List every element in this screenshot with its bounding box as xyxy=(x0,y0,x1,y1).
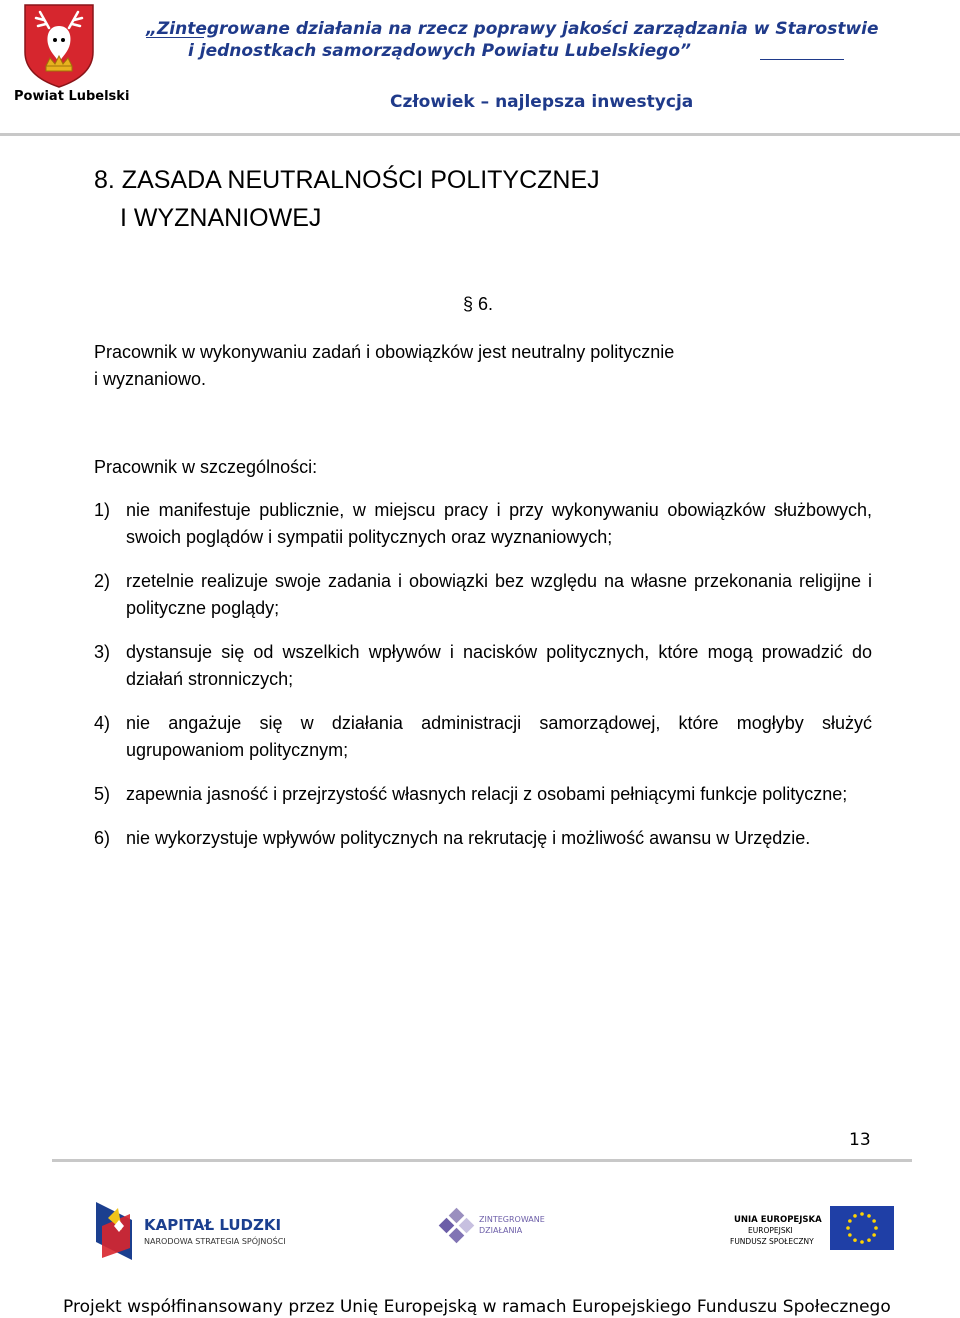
header-underline-right xyxy=(760,59,844,60)
project-title-line1: „Zintegrowane działania na rzecz poprawy jakości zarządzania w Starostwie xyxy=(146,19,879,39)
kl-logo-subtitle: NARODOWA STRATEGIA SPÓJNOŚCI xyxy=(144,1237,286,1246)
org-label: Powiat Lubelski xyxy=(14,89,130,104)
eu-star xyxy=(848,1233,852,1237)
eu-star xyxy=(848,1219,852,1223)
obligations-list xyxy=(94,497,872,869)
list-item xyxy=(94,497,872,551)
eu-star xyxy=(872,1219,876,1223)
list-item-text: nie angażuje się w działania administracji samorządowej, które mogłyby służyć ugrupowaniom politycznym; xyxy=(126,713,872,760)
eu-star xyxy=(853,1214,857,1218)
intro-paragraph xyxy=(94,339,794,393)
list-lead: Pracownik w szczególności: xyxy=(94,457,318,477)
list-item-text: rzetelnie realizuje swoje zadania i obowiązki bez względu na własne przekonania religijne i polityczne poglądy; xyxy=(126,571,872,618)
eu-star xyxy=(853,1238,857,1242)
project-title-line2: i jednostkach samorządowych Powiatu Lubelskiego” xyxy=(188,41,691,61)
coat-of-arms-logo xyxy=(22,2,96,88)
list-item-text: nie manifestuje publicznie, w miejscu pracy i przy wykonywaniu obowiązków służbowych, swoich poglądów i sympatii politycznych oraz wyznaniowych; xyxy=(126,500,872,547)
section-title xyxy=(94,161,600,237)
eu-logo-line1: UNIA EUROPEJSKA xyxy=(734,1215,822,1225)
eu-star xyxy=(867,1238,871,1242)
list-item xyxy=(94,825,872,852)
intro-line2: i wyznaniowo. xyxy=(94,369,207,389)
eu-star xyxy=(874,1226,878,1230)
footer-divider xyxy=(52,1159,912,1162)
list-item-text: zapewnia jasność i przejrzystość własnych relacji z osobami pełniącymi funkcje polityczne; xyxy=(126,784,848,804)
eu-star xyxy=(860,1212,864,1216)
zint-logo-line1: ZINTEGROWANE xyxy=(479,1215,545,1224)
list-item xyxy=(94,710,872,764)
section-title-line2: I WYZNANIOWEJ xyxy=(120,204,322,232)
list-item-text: nie wykorzystuje wpływów politycznych na rekrutację i możliwość awansu w Urzędzie. xyxy=(126,828,811,848)
paragraph-mark: § 6. xyxy=(463,294,494,314)
zint-logo-line2: DZIAŁANIA xyxy=(479,1226,523,1235)
list-item xyxy=(94,781,872,808)
list-item-number: 4) xyxy=(94,713,111,733)
eu-star xyxy=(860,1240,864,1244)
kapital-ludzki-logo xyxy=(92,1196,292,1266)
eu-fund-logo xyxy=(712,1196,904,1262)
page-number: 13 xyxy=(849,1130,871,1150)
zintegrowane-logo xyxy=(437,1204,549,1248)
intro-line1: Pracownik w wykonywaniu zadań i obowiązków jest neutralny politycznie xyxy=(94,342,675,362)
list-item-number: 5) xyxy=(94,784,111,804)
header-divider xyxy=(0,133,960,136)
eu-logo-line3: FUNDUSZ SPOŁECZNY xyxy=(730,1237,814,1246)
list-item xyxy=(94,568,872,622)
header-slogan: Człowiek – najlepsza inwestycja xyxy=(390,92,694,112)
eu-star xyxy=(872,1233,876,1237)
list-item xyxy=(94,639,872,693)
eu-logo-line2: EUROPEJSKI xyxy=(748,1226,793,1235)
list-item-number: 3) xyxy=(94,642,111,662)
eu-star xyxy=(867,1214,871,1218)
kl-logo-title: KAPITAŁ LUDZKI xyxy=(144,1216,282,1234)
eu-flag-icon xyxy=(830,1206,894,1250)
eu-star xyxy=(846,1226,850,1230)
funding-statement: Projekt współfinansowany przez Unię Europejską w ramach Europejskiego Funduszu Społecznego xyxy=(63,1297,891,1317)
list-item-number: 2) xyxy=(94,571,111,591)
section-title-line1: 8. ZASADA NEUTRALNOŚCI POLITYCZNEJ xyxy=(94,166,600,194)
list-item-number: 6) xyxy=(94,828,111,848)
list-item-text: dystansuje się od wszelkich wpływów i nacisków politycznych, które mogą prowadzić do działań stronniczych; xyxy=(126,642,872,689)
list-item-number: 1) xyxy=(94,500,111,520)
